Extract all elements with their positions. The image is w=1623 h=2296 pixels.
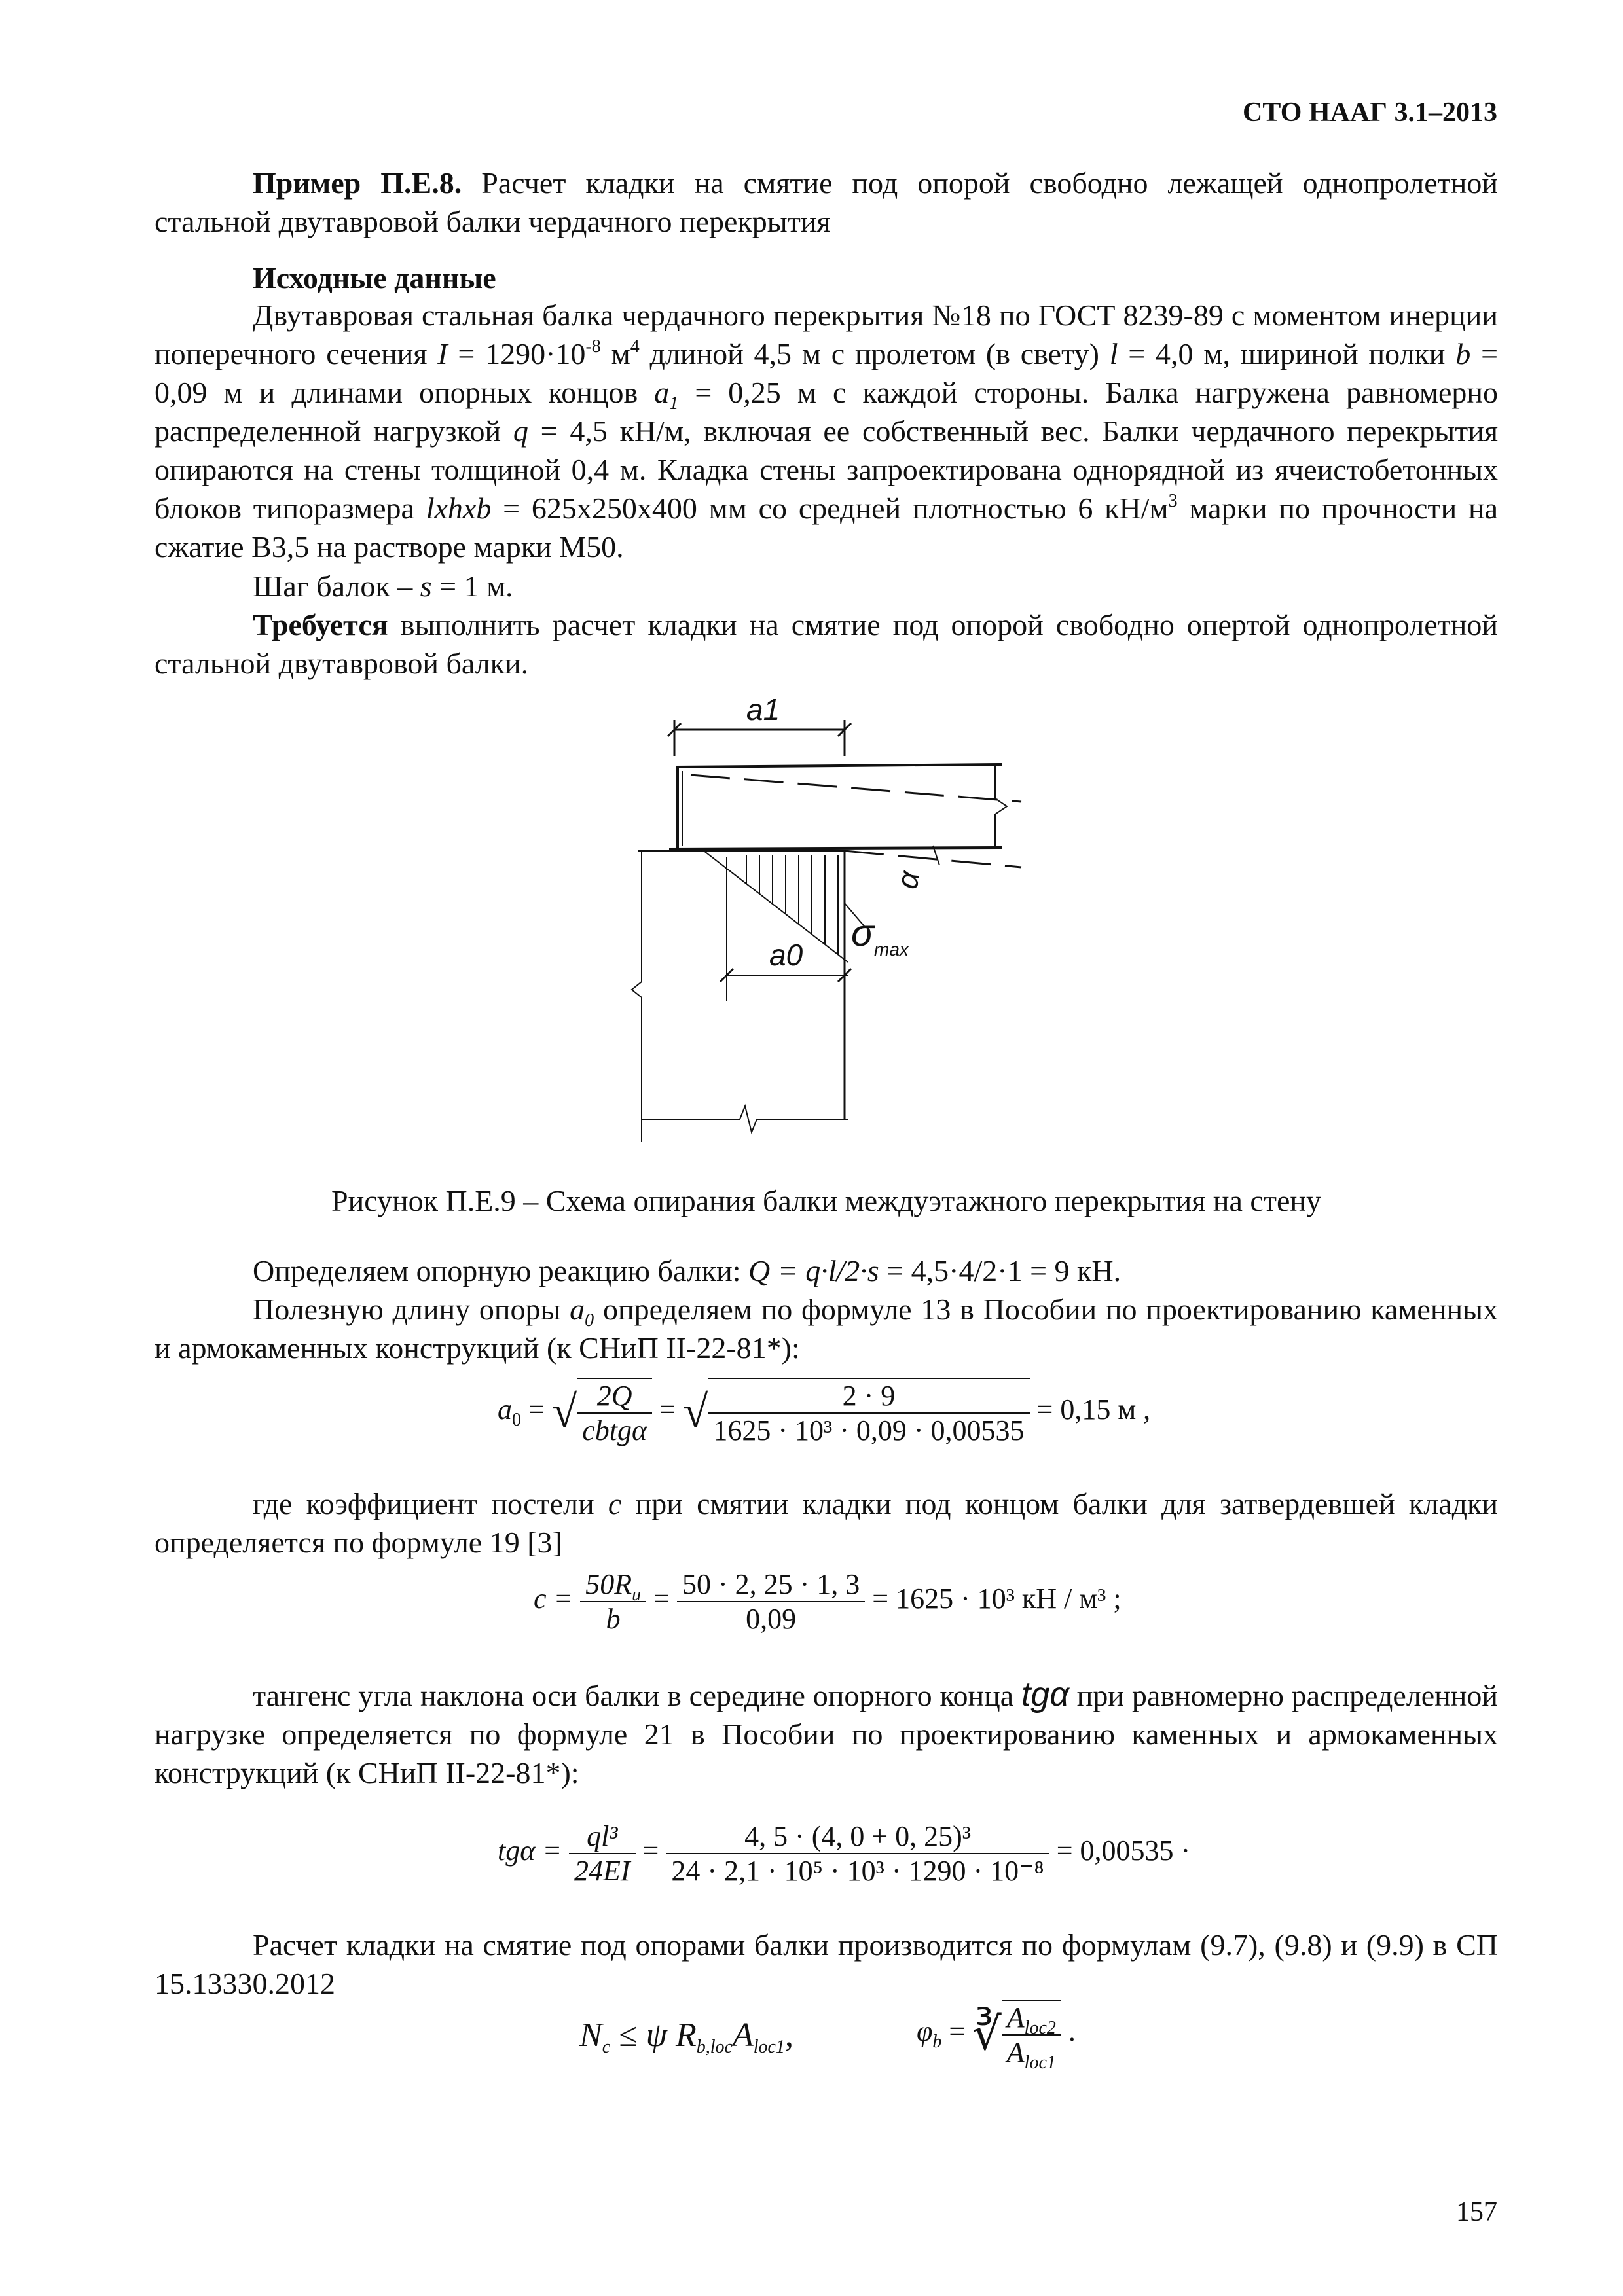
numerator (580, 1568, 646, 1605)
break-line (995, 766, 1007, 848)
formula-phi (917, 2000, 1076, 2073)
text-run: = 0,25 м с каждой стороны. Балка нагружена равномерно распределенной нагрузкой (155, 376, 1498, 448)
symbol: l (1109, 337, 1118, 370)
denominator: 1625 · 10³ · 0,09 · 0,00535 (713, 1414, 1025, 1446)
subscript: loc2 (1024, 2018, 1056, 2038)
symbol: N (579, 2017, 602, 2054)
beam-bottom-edge (669, 848, 1002, 849)
numerator-text: 50R (585, 1568, 632, 1600)
numerator: 4, 5 · (4, 0 + 0, 25)³ (666, 1820, 1049, 1854)
symbol: q (513, 414, 528, 448)
denominator: 24EI (574, 1855, 630, 1887)
subscript: b (932, 2032, 942, 2053)
symbol: a (498, 1393, 512, 1426)
text-run: = 1 м. (431, 569, 513, 603)
formula-c (534, 1568, 1122, 1636)
reaction-line (155, 1251, 1498, 1290)
text-run: Шаг балок – (253, 569, 420, 603)
text-run: определяем по формуле 13 в Пособии по проектированию каменных и армокаменных конструкций (к СНиП II-22-81*): (155, 1293, 1498, 1365)
text-run: Определяем опорную реакцию балки: (253, 1254, 748, 1287)
beam-spacing-line (155, 567, 1498, 605)
denominator-text: A (1006, 2036, 1025, 2068)
equals-sign: = (653, 1583, 677, 1615)
numerator: 2Q (577, 1379, 652, 1414)
text-run: при равномерно распределенной нагрузке определяется по формуле 21 в Пособии по проектированию каменных и армокаменных конструкций (к СНиП II-22-81*): (155, 1679, 1498, 1789)
fraction (569, 1820, 636, 1888)
c-paragraph (155, 1484, 1498, 1562)
numerator: 2 · 9 (708, 1379, 1029, 1414)
deflected-beam-bottom (845, 851, 1021, 867)
symbol: I (437, 337, 448, 370)
cube-root-sign: ∛ (972, 2009, 1002, 2060)
figure-caption: Рисунок П.Е.9 – Схема опирания балки междуэтажного перекрытия на стену (331, 1184, 1321, 1217)
equals-sign: = (642, 1835, 666, 1867)
formula-result: = 0,00535 · (1056, 1835, 1191, 1867)
denominator: 24 · 2,1 · 10⁵ · 10³ · 1290 · 10⁻⁸ (671, 1855, 1044, 1887)
page-number: 157 (1456, 2197, 1497, 2227)
text-run: м (600, 337, 630, 370)
requirement-label: Требуется (253, 608, 388, 641)
label-sigma: σ (851, 912, 874, 954)
fraction (677, 1568, 865, 1636)
formula-nc (579, 2016, 793, 2057)
text-run: марки по прочности на сжатие В3,5 на растворе марки М50. (155, 492, 1499, 564)
formula-tg (498, 1820, 1190, 1888)
a0-paragraph (155, 1290, 1498, 1367)
symbol: lxhxb (426, 492, 492, 525)
numerator: ql³ (569, 1820, 636, 1854)
text-run: где коэффициент постели (253, 1487, 608, 1520)
text-run: Полезную длину опоры (253, 1293, 570, 1326)
formula-inline: Q = q·l/2·s (748, 1254, 879, 1287)
equals-sign: = (528, 1393, 552, 1426)
superscript: 3 (1168, 491, 1178, 511)
text-run: выполнить расчет кладки на смятие под опорой свободно опертой однопролетной стальной двутавровой балки. (155, 608, 1498, 680)
example-label: Пример П.Е.8. (253, 166, 462, 200)
symbol: c (608, 1487, 622, 1520)
subscript: loc1 (1024, 2053, 1056, 2073)
numerator (1002, 2001, 1061, 2036)
beam-top-edge (676, 764, 1002, 767)
example-title-text: Расчет кладки на смятие под опорой свободно лежащей однопролетной стальной двутавровой балки чердачного перекрытия (155, 166, 1498, 238)
formula-result: = 0,15 м , (1036, 1393, 1151, 1426)
text-run: = 4,5·4/2·1 = 9 кН. (879, 1254, 1122, 1287)
symbol: a (654, 376, 670, 409)
document-code-header: СТО НААГ 3.1–2013 (1242, 98, 1497, 128)
label-alpha: α (889, 868, 926, 891)
subscript: loc1 (753, 2037, 785, 2057)
text-run: = 4,0 м, шириной полки (1118, 337, 1456, 370)
formula-lhs: tgα = (498, 1835, 562, 1867)
final-paragraph: Расчет кладки на смятие под опорами балки производится по формулам (9.7), (9.8) и (9.9) в СП 15.13330.2012 (155, 1928, 1498, 2000)
numerator: 50 · 2, 25 · 1, 3 (677, 1568, 865, 1602)
denominator: b (606, 1603, 621, 1635)
punctuation: , (784, 2017, 793, 2054)
symbol: A (732, 2017, 754, 2054)
label-a1: a1 (746, 694, 780, 726)
numerator-text: A (1006, 2001, 1025, 2034)
denominator (1002, 2036, 1061, 2073)
example-title (155, 164, 1498, 241)
fraction (1002, 2000, 1061, 2073)
symbol: ≤ ψ R (610, 2017, 697, 2054)
superscript: -8 (585, 336, 601, 357)
symbol: tgα (1021, 1676, 1069, 1713)
fraction (708, 1378, 1029, 1447)
wall-bottom-break (642, 1106, 848, 1132)
equals-sign: = (949, 2015, 973, 2048)
initial-data-paragraph (155, 296, 1498, 566)
fraction (577, 1378, 652, 1447)
symbol: s (420, 569, 432, 603)
label-sigma-subscript: max (874, 939, 909, 960)
formula-lhs: c = (534, 1583, 574, 1615)
subscript: c (602, 2037, 611, 2057)
sqrt-sign: √ (551, 1387, 577, 1437)
text-run: = 4,5 кН/м, включая ее собственный вес. Балки чердачного перекрытия опираются на стены толщиной 0,4 м. Кладка стены запроектирована однорядной из ячеистобетонных блоков типоразмера (155, 414, 1498, 525)
subscript: 0 (585, 1310, 594, 1331)
subscript: b,loc (696, 2037, 733, 2057)
tg-paragraph (155, 1676, 1498, 1792)
fraction (580, 1568, 646, 1636)
subscript: 1 (669, 393, 679, 414)
beam-support-diagram (629, 694, 1034, 1152)
text-run: = 0,09 м и длинами опорных концов (155, 337, 1499, 409)
requirement-paragraph (155, 605, 1498, 683)
equals-sign: = (659, 1393, 683, 1426)
denominator: 0,09 (746, 1603, 797, 1635)
deflected-beam-top (691, 775, 1021, 802)
text-run: длиной 4,5 м с пролетом (в свету) (639, 337, 1110, 370)
symbol: b (1455, 337, 1471, 370)
text-run: Двутавровая стальная балка чердачного перекрытия №18 по ГОСТ 8239-89 с моментом инерции поперечного сечения (155, 298, 1498, 370)
fraction (666, 1820, 1049, 1888)
symbol: a (570, 1293, 585, 1326)
initial-data-heading (155, 259, 1498, 297)
wall-face-left-break (632, 903, 642, 1142)
denominator: cbtgα (582, 1414, 647, 1446)
text-run: при смятии кладки под концом балки для затвердевшей кладки определяется по формуле 19 [3] (155, 1487, 1498, 1559)
superscript: 4 (630, 336, 640, 357)
text-run: = 1290·10 (447, 337, 586, 370)
text-run: = 625х250х400 мм со средней плотностью 6 кН/м (491, 492, 1169, 525)
heading-text: Исходные данные (253, 261, 496, 295)
subscript: 0 (512, 1410, 521, 1431)
symbol: φ (917, 2015, 933, 2048)
label-a0: a0 (769, 938, 803, 972)
subscript: u (632, 1585, 642, 1605)
punctuation: . (1068, 2015, 1076, 2048)
formula-a0 (498, 1378, 1150, 1447)
text-run: тангенс угла наклона оси балки в середине опорного конца (253, 1679, 1021, 1712)
sqrt-sign: √ (682, 1387, 708, 1437)
formula-result: = 1625 · 10³ кН / м³ ; (872, 1583, 1122, 1615)
